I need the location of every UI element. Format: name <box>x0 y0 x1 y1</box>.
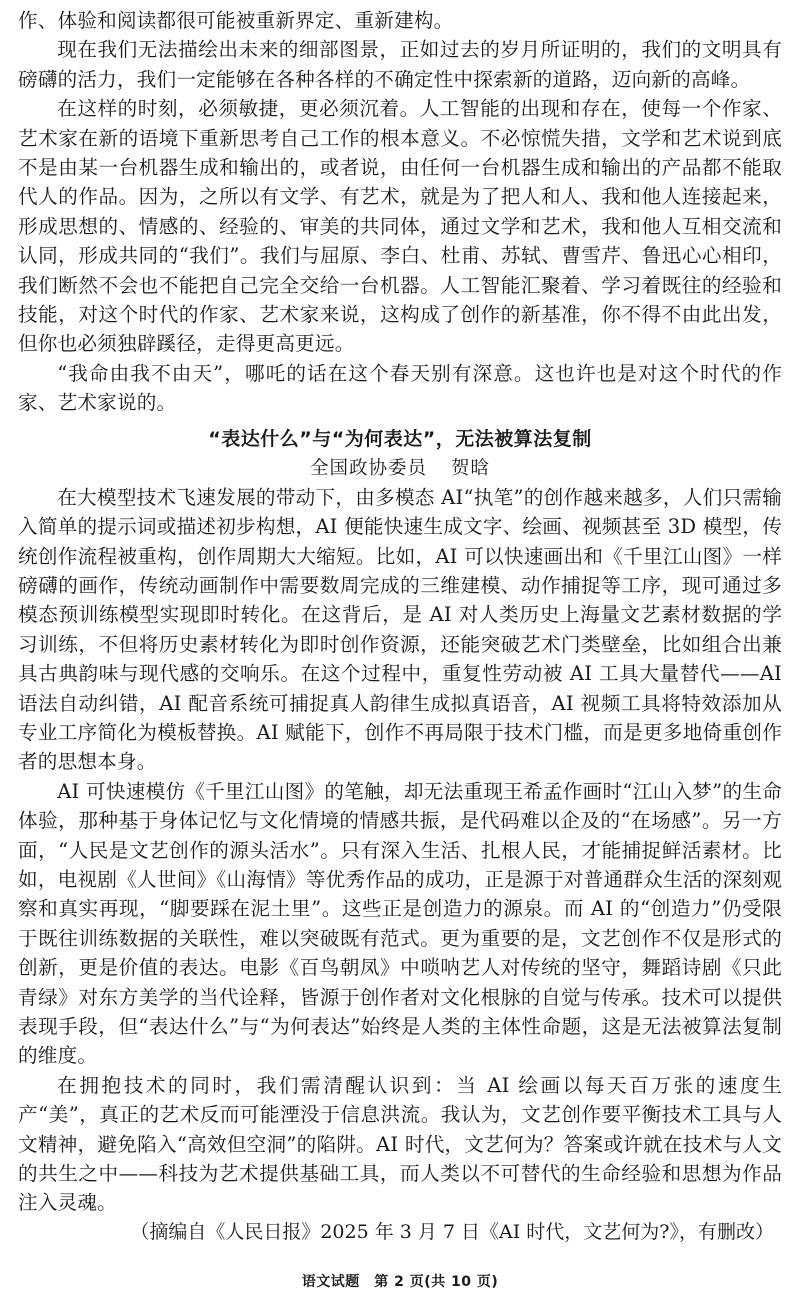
article-author <box>18 454 782 483</box>
article-source: （摘编自《人民日报》2025 年 3 月 7 日《AI 时代，文艺何为?》，有删改） <box>130 1220 774 1243</box>
article-paragraph-1: 在大模型技术飞速发展的带动下，由多模态 AI“执笔”的创作越来越多，人们只需输入简单的提示词或描述初步构想，AI 便能快速生成文字、绘画、视频甚至 3D 模型，传统创作流程被重构，创作周期大大缩短。比如，AI 可以快速画出和《千里江山图》一样磅礴的画作，传统动画制作中需要数周完成的三维建模、动作捕捉等工序，现可通过多模态预训练模型实现即时转化。在这背后，是 AI 对人类历史上海量文艺素材数据的学习训练，不但将历史素材转化为即时创作资源，还能突破艺术门类壁垒，比如组合出兼具古典韵味与现代感的交响乐。在这个过程中，重复性劳动被 AI 工具大量替代——AI 语法自动纠错，AI 配音系统可捕捉真人韵律生成拟真语音，AI 视频工具将特效添加从专业工序简化为模板替换。AI 赋能下，创作不再局限于技术门槛，而是更多地倚重创作者的思想本身。 <box>18 485 782 774</box>
article-paragraph-3: 在拥抱技术的同时，我们需清醒认识到：当 AI 绘画以每天百万张的速度生产“美”，真正的艺术反而可能湮没于信息洪流。我认为，文艺创作要平衡技术工具与人文精神，避免陷入“高效但空洞”的陷阱。AI 时代，文艺何为？答案或许就在技术与人文的共生之中——科技为艺术提供基础工具，而人类以不可替代的生命经验和思想为作品注入灵魂。 <box>18 1073 782 1215</box>
paragraph-nezha: “我命由我不由天”，哪吒的话在这个春天别有深意。这也许也是对这个时代的作家、艺术家说的。 <box>18 361 782 415</box>
article-title: “表达什么”与“为何表达”，无法被算法复制 <box>208 427 592 450</box>
author-role: 全国政协委员 <box>309 457 427 479</box>
paragraph-continued: 作、体验和阅读都很可能被重新界定、重新建构。 <box>18 9 454 32</box>
paragraph-calm: 在这样的时刻，必须敏捷，更必须沉着。人工智能的出现和存在，使每一个作家、艺术家在新的语境下重新思考自己工作的根本意义。不必惊慌失措，文学和艺术说到底不是由某一台机器生成和输出的，或者说，由任何一台机器生成和输出的产品都不能取代人的作品。因为，之所以有文学、有艺术，就是为了把人和人、我和他人连接起来，形成思想的、情感的、经验的、审美的共同体，通过文学和艺术，我和他人互相交流和认同，形成共同的“我们”。我们与屈原、李白、杜甫、苏轼、曹雪芹、鲁迅心心相印，我们断然不会也不能把自己完全交给一台机器。人工智能汇聚着、学习着既往的经验和技能，对这个时代的作家、艺术家来说，这构成了创作的新基准，你不得不由此出发，但你也必须独辟蹊径，走得更高更远。 <box>18 97 782 356</box>
author-name: 贺晗 <box>451 457 491 479</box>
article-paragraph-2: AI 可快速模仿《千里江山图》的笔触，却无法重现王希孟作画时“江山入梦”的生命体验，那种基于身体记忆与文化情境的情感共振，是代码难以企及的“在场感”。另一方面，“人民是文艺创作的源头活水”。只有深入生活、扎根人民，才能捕捉鲜活素材。比如，电视剧《人世间》《山海情》等优秀作品的成功，正是源于对普通群众生活的深刻观察和真实再现，“脚要踩在泥土里”。这些正是创造力的源泉。而 AI 的“创造力”仍受限于既往训练数据的关联性，难以突破既有范式。更为重要的是，文艺创作不仅是形式的创新，更是价值的表达。电影《百鸟朝凤》中唢呐艺人对传统的坚守，舞蹈诗剧《只此青绿》对东方美学的当代诠释，皆源于创作者对文化根脉的自觉与传承。技术可以提供表现手段，但“表达什么”与“为何表达”始终是人类的主体性命题，这是无法被算法复制的维度。 <box>18 779 782 1068</box>
document-page <box>18 6 782 1247</box>
page-footer: 语文试题 第 2 页(共 10 页) <box>301 1274 499 1290</box>
paragraph-future: 现在我们无法描绘出未来的细部图景，正如过去的岁月所证明的，我们的文明具有磅礴的活力，我们一定能够在各种各样的不确定性中探索新的道路，迈向新的高峰。 <box>18 38 782 91</box>
